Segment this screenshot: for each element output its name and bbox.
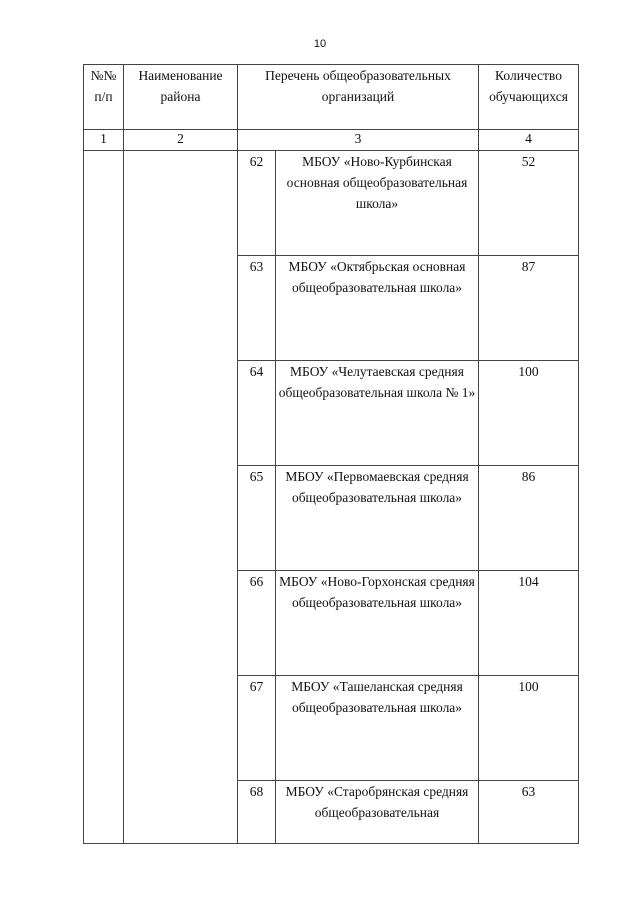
org-name: МБОУ «Челутаевская средняя общеобразовательная школа № 1» [276,361,479,466]
column-index-2: 2 [124,130,238,151]
student-count: 86 [479,466,579,571]
header-row [84,65,579,130]
org-name: МБОУ «Ташеланская средняя общеобразовательная школа» [276,676,479,781]
schools-table [83,64,579,844]
org-number: 67 [238,676,276,781]
org-name: МБОУ «Октябрьская основная общеобразовательная школа» [276,256,479,361]
column-index-1: 1 [84,130,124,151]
table-row [84,151,579,256]
org-name: МБОУ «Ново-Курбинская основная общеобразовательная школа» [276,151,479,256]
student-count: 100 [479,361,579,466]
org-number: 66 [238,571,276,676]
header-organizations: Перечень общеобразовательных организаций [238,65,479,130]
student-count: 52 [479,151,579,256]
org-name: МБОУ «Ново-Горхонская средняя общеобразовательная школа» [276,571,479,676]
org-number: 65 [238,466,276,571]
org-number: 68 [238,781,276,844]
org-number: 64 [238,361,276,466]
column-index-4: 4 [479,130,579,151]
header-district: Наименование района [124,65,238,130]
page-number: 10 [313,38,327,50]
student-count: 100 [479,676,579,781]
district-cell-empty [124,151,238,844]
org-name: МБОУ «Старобрянская средняя общеобразовательная [276,781,479,844]
column-index-row [84,130,579,151]
header-number: №№ п/п [84,65,124,130]
org-number: 63 [238,256,276,361]
student-count: 87 [479,256,579,361]
row-number-cell-empty [84,151,124,844]
student-count: 104 [479,571,579,676]
header-student-count: Количество обучающихся [479,65,579,130]
column-index-3: 3 [238,130,479,151]
student-count: 63 [479,781,579,844]
org-name: МБОУ «Первомаевская средняя общеобразовательная школа» [276,466,479,571]
org-number: 62 [238,151,276,256]
